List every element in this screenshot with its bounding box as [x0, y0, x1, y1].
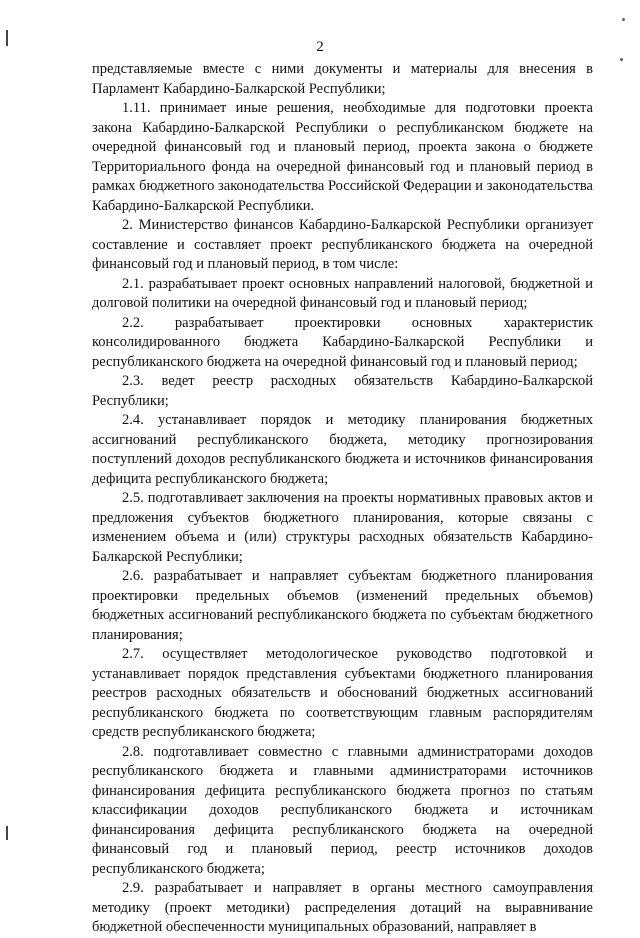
scan-speck — [620, 58, 623, 61]
document-body — [92, 60, 593, 938]
left-margin-mark — [6, 30, 8, 46]
scan-speck — [622, 18, 625, 21]
paragraph-1-11: 1.11. принимает иные решения, необходимые для подготовки проекта закона Кабардино-Балкарской Республики о республиканском бюджете на очередной финансовый год и плановый период, проекта закона о бюджете Территориального фонда на очередной финансовый год и плановый период в рамках бюджетного законодательства Российской Федерации и законодательства Кабардино-Балкарской Республики. — [92, 100, 593, 214]
paragraph-2-3: 2.3. ведет реестр расходных обязательств Кабардино-Балкарской Республики; — [92, 373, 593, 409]
paragraph-2: 2. Министерство финансов Кабардино-Балкарской Республики организует составление и составляет проект республиканского бюджета на очередной финансовый год и плановый период, в том числе: — [92, 217, 593, 272]
paragraph-2-9: 2.9. разрабатывает и направляет в органы местного самоуправления методику (проект методики) распределения дотаций на выравнивание бюджетной обеспеченности муниципальных образований, направляет в — [92, 880, 593, 935]
paragraph-2-5: 2.5. подготавливает заключения на проекты нормативных правовых актов и предложения субъектов бюджетного планирования, которые связаны с изменением объема и (или) структуры расходных обязательств Кабардино-Балкарской Республики; — [92, 490, 593, 565]
paragraph-continuation: представляемые вместе с ними документы и материалы для внесения в Парламент Кабардино-Балкарской Республики; — [92, 61, 593, 97]
page-number: 2 — [316, 39, 324, 55]
left-margin-mark — [6, 826, 8, 840]
paragraph-2-4: 2.4. устанавливает порядок и методику планирования бюджетных ассигнований республиканского бюджета, методику прогнозирования поступлений доходов республиканского бюджета и источников финансирования дефицита республиканского бюджета; — [92, 412, 593, 487]
paragraph-2-7: 2.7. осуществляет методологическое руководство подготовкой и устанавливает порядок представления субъектами бюджетного планирования реестров расходных обязательств и обоснований бюджетных ассигнований республиканского бюджета по соответствующим главным распорядителям средств республиканского бюджета; — [92, 646, 593, 740]
paragraph-2-1: 2.1. разрабатывает проект основных направлений налоговой, бюджетной и долговой политики на очередной финансовый год и плановый период; — [92, 275, 593, 311]
paragraph-2-8: 2.8. подготавливает совместно с главными администраторами доходов республиканского бюджета и главными администраторами источников финансирования дефицита республиканского бюджета прогноз по статьям классификации доходов республиканского бюджета и источникам финансирования дефицита республиканского бюджета на очередной финансовый год и плановый период, реестр источников доходов республиканского бюджета; — [92, 743, 593, 877]
paragraph-2-6: 2.6. разрабатывает и направляет субъектам бюджетного планирования проектировки предельных объемов (изменений предельных объемов) бюджетных ассигнований республиканского бюджета по субъектам бюджетного планирования; — [92, 568, 593, 643]
paragraph-2-2: 2.2. разрабатывает проектировки основных характеристик консолидированного бюджета Кабардино-Балкарской Республики и республиканского бюджета на очередной финансовый год и плановый период; — [92, 314, 593, 370]
